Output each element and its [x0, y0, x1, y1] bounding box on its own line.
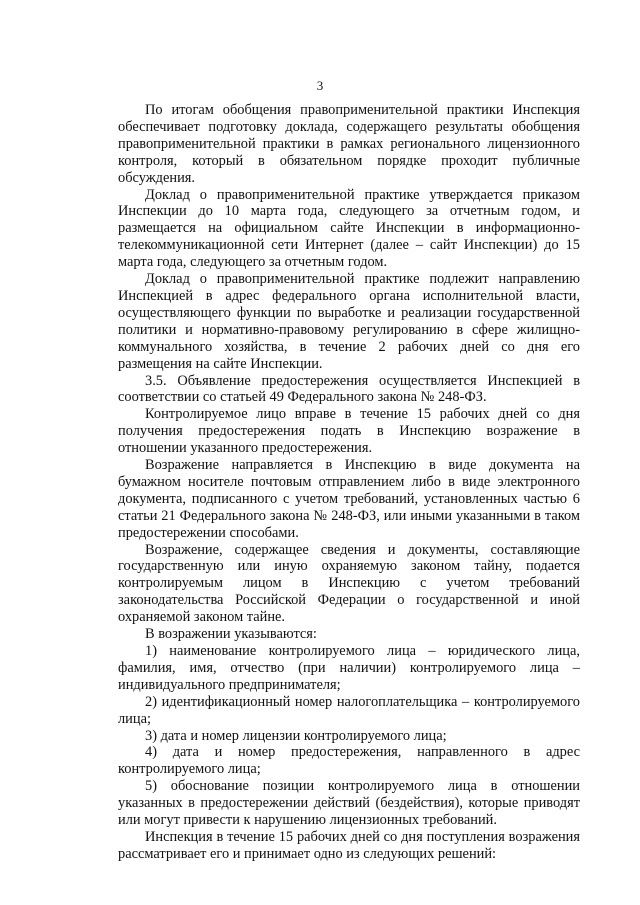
paragraph-report-approval: Доклад о правоприменительной практике утверждается приказом Инспекции до 10 марта года, следующего за отчетным годом, и размещается на официальном сайте Инспекции в информационно-телекоммуникационной сети Интернет (далее – сайт Инспекции) до 15 марта года, следующего за отчетным годом.	[118, 186, 580, 271]
document-body	[118, 102, 580, 863]
page-number: 3	[316, 78, 324, 93]
list-item-1: 1) наименование контролируемого лица – юридического лица, фамилия, имя, отчество (при наличии) контролируемого лица – индивидуального предпринимателя;	[118, 643, 580, 693]
paragraph-objection-review: Инспекция в течение 15 рабочих дней со дня поступления возражения рассматривает его и принимает одно из следующих решений:	[118, 828, 580, 862]
list-item-2: 2) идентификационный номер налогоплательщика – контролируемого лица;	[118, 693, 580, 727]
list-item-5: 5) обоснование позиции контролируемого лица в отношении указанных в предостережении действий (бездействия), которые приводят или могут привести к нарушению лицензионных требований.	[118, 778, 580, 829]
paragraph-objection-form: Возражение направляется в Инспекцию в виде документа на бумажном носителе почтовым отправлением либо в виде электронного документа, подписанного с учетом требований, установленных частью 6 статьи 21 Федерального закона № 248-ФЗ, или иными указанными в таком предостережении способами.	[118, 457, 580, 541]
list-item-3: 3) дата и номер лицензии контролируемого лица;	[145, 727, 447, 744]
paragraph-report-submission: Доклад о правоприменительной практике подлежит направлению Инспекцией в адрес федерального органа исполнительной власти, осуществляющего функции по выработке и реализации государственной политики и нормативно-правовому регулированию в сфере жилищно-коммунального хозяйства, в течение 2 рабочих дней со дня его размещения на сайте Инспекции.	[118, 271, 580, 372]
paragraph-generalization-report: По итогам обобщения правоприменительной практики Инспекция обеспечивает подготовку доклада, содержащего результаты обобщения правоприменительной практики в рамках регионального лицензионного контроля, который в обязательном порядке проходит публичные обсуждения.	[118, 102, 580, 186]
paragraph-3-5-warning: 3.5. Объявление предостережения осуществляется Инспекцией в соответствии со статьей 49 Федерального закона № 248-ФЗ.	[118, 372, 580, 406]
paragraph-objection-contents: В возражении указываются:	[145, 626, 317, 643]
paragraph-objection-secret: Возражение, содержащее сведения и документы, составляющие государственную или иную охраняемую законом тайну, подается контролируемым лицом в Инспекцию с учетом требований законодательства Российской Федерации о государственной и иной охраняемой законом тайне.	[118, 541, 580, 626]
paragraph-objection-right: Контролируемое лицо вправе в течение 15 рабочих дней со дня получения предостережения подать в Инспекцию возражение в отношении указанного предостережения.	[118, 406, 580, 457]
list-item-4: 4) дата и номер предостережения, направленного в адрес контролируемого лица;	[118, 744, 580, 778]
